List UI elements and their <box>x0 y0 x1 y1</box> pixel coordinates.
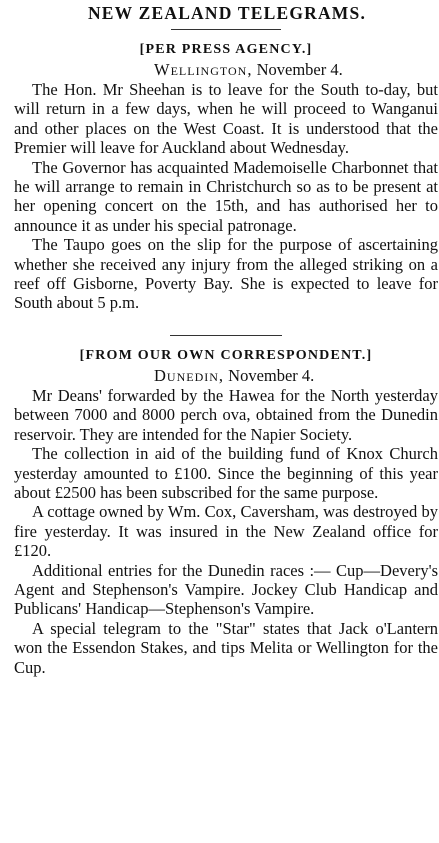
article-paragraph: Additional entries for the Dunedin races :— Cup—Devery's Agent and Stephenson's Vampire. Jockey Club Handicap and Publicans' Handicap—Stephenson's Vampire. <box>14 560 438 619</box>
headline: NEW ZEALAND TELEGRAMS. <box>87 3 367 23</box>
article-paragraph: A special telegram to the "Star" states that Jack o'Lantern won the Essendon Stakes, and tips Melita or Wellington for the Cup. <box>14 618 438 677</box>
newspaper-column <box>14 0 438 677</box>
dateline-city: Dunedin, <box>154 365 225 385</box>
dateline <box>14 366 438 386</box>
article-paragraph: The collection in aid of the building fund of Knox Church yesterday amounted to £100. Since the beginning of this year about £2500 has been subscribed for the same purpose. <box>14 444 438 502</box>
dateline <box>14 60 438 80</box>
article-paragraph: A cottage owned by Wm. Cox, Caversham, was destroyed by fire yesterday. It was insured in the New Zealand office for £120. <box>14 502 438 561</box>
divider-rule <box>170 335 282 336</box>
article-paragraph: Mr Deans' forwarded by the Hawea for the North yesterday between 7000 and 8000 perch ova, obtained from the Dunedin reservoir. They are intended for the Napier Society. <box>14 385 438 444</box>
source-label: [FROM OUR OWN CORRESPONDENT.] <box>79 347 373 363</box>
dateline-date: November 4. <box>228 365 315 385</box>
article-paragraph: The Governor has acquainted Mademoiselle Charbonnet that he will arrange to remain in Christchurch so as to be present at her opening concert on the 15th, and has authorised her to announce it as under his special patronage. <box>14 157 438 235</box>
article-paragraph: The Hon. Mr Sheehan is to leave for the South to-day, but will return in a few days, when he will proceed to Wanganui and other places on the West Coast. It is understood that the Premier will leave for Auckland about Wednesday. <box>14 80 438 158</box>
section-own-correspondent <box>14 346 438 677</box>
divider-rule <box>171 29 281 30</box>
article-paragraph: The Taupo goes on the slip for the purpose of ascertaining whether she received any injury from the alleged striking on a reef off Gisborne, Poverty Bay. She is expected to leave for South about 5 p.m. <box>14 235 438 313</box>
dateline-date: November 4. <box>256 60 343 79</box>
source-label: [PER PRESS AGENCY.] <box>139 42 313 57</box>
section-press-agency <box>14 40 438 313</box>
dateline-city: Wellington, <box>154 60 253 79</box>
